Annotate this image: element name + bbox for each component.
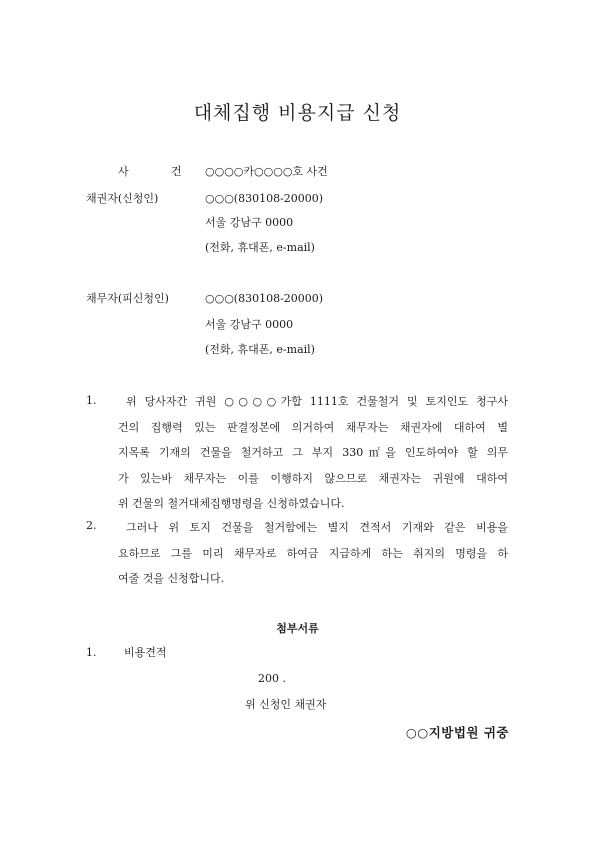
paragraph-1-number: 1. <box>86 394 97 407</box>
paragraph-1-line: 지목록 기재의 건물을 철거하고 그 부지 330㎡을 인도하여야 할 의무 <box>118 446 508 460</box>
creditor-contact: (전화, 휴대폰, e-mail) <box>205 241 315 254</box>
creditor-address: 서울 강남구 0000 <box>205 216 294 229</box>
paragraph-2 <box>118 515 508 592</box>
paragraph-1-line: 위 건물의 철거대체집행명령을 신청하였습니다. <box>118 497 345 511</box>
document-title: 대체집행 비용지급 신청 <box>193 102 402 124</box>
case-label-first: 사 <box>118 165 129 178</box>
attachments-title: 첨부서류 <box>276 622 319 635</box>
paragraph-2-number: 2. <box>86 519 97 532</box>
paragraph-1-line: 건의 집행력 있는 판결정본에 의거하여 채무자는 채권자에 대하여 별 <box>118 420 508 434</box>
paragraph-2-line: 여줄 것을 신청합니다. <box>118 572 225 586</box>
court-addressee: ○○지방법원 귀중 <box>405 725 509 740</box>
case-value: ○○○○카○○○○호 사건 <box>205 165 328 178</box>
signature-line: 위 신청인 채권자 <box>245 698 327 711</box>
debtor-address: 서울 강남구 0000 <box>205 318 294 331</box>
attachment-item-number: 1. <box>86 646 97 659</box>
paragraph-1-line: 가 있는바 채무자는 이를 이행하지 않으므로 채권자는 귀원에 대하여 <box>118 471 508 485</box>
paragraph-1 <box>118 389 508 517</box>
debtor-contact: (전화, 휴대폰, e-mail) <box>205 343 315 356</box>
paragraph-1-line: 위 당사자간 귀원 ○○○○가합 1111호 건물철거 및 토지인도 청구사 <box>126 395 508 408</box>
paragraph-2-line: 그러나 위 토지 건물을 철거함에는 별지 견적서 기재와 같은 비용을 <box>126 521 508 534</box>
creditor-name: ○○○(830108-20000) <box>205 192 324 205</box>
debtor-label: 채무자(피신청인) <box>86 292 169 305</box>
paragraph-2-line: 요하므로 그를 미리 채무자로 하여금 지급하게 하는 취지의 명령을 하 <box>118 546 508 560</box>
date: 200 . <box>258 672 286 685</box>
debtor-name: ○○○(830108-20000) <box>205 292 324 305</box>
case-label-second: 건 <box>171 165 182 178</box>
creditor-label: 채권자(신청인) <box>86 192 159 205</box>
attachment-item-label: 비용견적 <box>124 646 167 659</box>
